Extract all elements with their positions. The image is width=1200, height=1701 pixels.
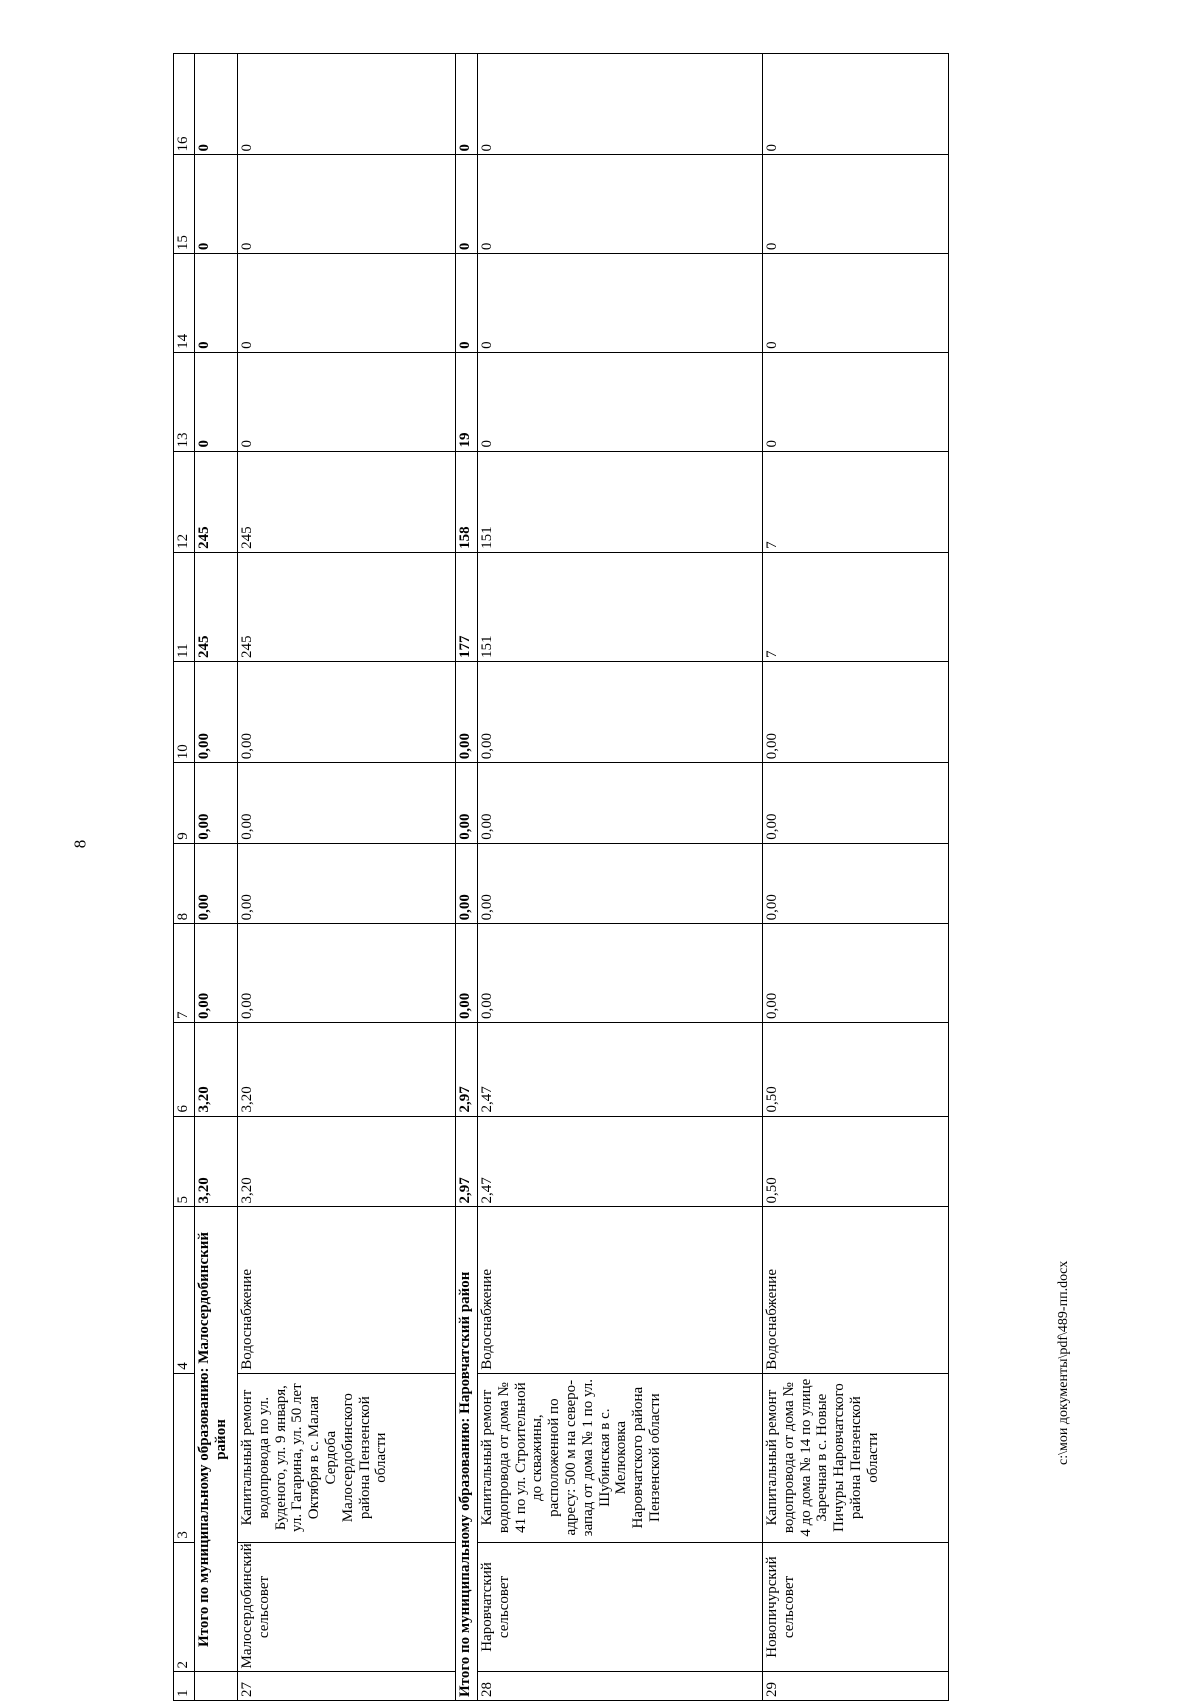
- rotated-table-container: [173, 53, 993, 1701]
- value-cell: 0: [456, 254, 478, 353]
- subtotal-label: Итого по муниципальному образованию: Наровчатский район: [456, 1207, 478, 1701]
- header-cell: 2: [174, 1542, 195, 1672]
- footer-file-path: c:\мои документы\pdf\489-пп.docx: [1056, 1260, 1071, 1465]
- value-cell: 0: [478, 155, 763, 254]
- header-row: [174, 54, 195, 1701]
- value-cell: 7: [763, 451, 949, 552]
- work-description-cell: Капитальный ремонт водопровода от дома № 4 до дома № 14 по улице Заречная в с. Новые Пичуры Наровчатского района Пензенской области: [763, 1373, 949, 1542]
- value-cell: 0: [478, 352, 763, 451]
- subtotal-label: Итого по муниципальному образованию: Малосердобинский район: [195, 1207, 238, 1672]
- value-cell: 3,20: [195, 1023, 238, 1117]
- value-cell: 0,00: [456, 924, 478, 1023]
- value-cell: 0,00: [456, 661, 478, 762]
- value-cell: 0,00: [195, 843, 238, 924]
- value-cell: 0: [238, 352, 456, 451]
- value-cell: 177: [456, 552, 478, 661]
- value-cell: 245: [195, 451, 238, 552]
- value-cell: 0,00: [195, 661, 238, 762]
- council-cell: Наровчатский сельсовет: [478, 1542, 763, 1672]
- type-cell: Водоснабжение: [238, 1207, 456, 1373]
- value-cell: 3,20: [238, 1116, 456, 1207]
- table-row: [238, 54, 456, 1701]
- value-cell: 0: [238, 155, 456, 254]
- value-cell: 245: [195, 552, 238, 661]
- value-cell: 7: [763, 552, 949, 661]
- type-cell: Водоснабжение: [478, 1207, 763, 1373]
- council-cell: Новопичурский сельсовет: [763, 1542, 949, 1672]
- value-cell: 151: [478, 552, 763, 661]
- header-cell: 1: [174, 1672, 195, 1701]
- header-cell: 11: [174, 552, 195, 661]
- value-cell: 0,00: [238, 924, 456, 1023]
- value-cell: 0,00: [238, 763, 456, 844]
- subtotal-row-narovchatsky: [456, 54, 478, 1701]
- value-cell: 151: [478, 451, 763, 552]
- value-cell: 0: [238, 254, 456, 353]
- value-cell: 0,00: [763, 661, 949, 762]
- header-cell: 13: [174, 352, 195, 451]
- header-cell: 5: [174, 1116, 195, 1207]
- work-description-cell: Капитальный ремонт водопровода от дома № 41 по ул. Строительной до скважины, расположенной по адресу: 500 м на северо-запад от дома № 1 по ул. Шубинская в с. Мелюковка Наровчатского района Пензенской области: [478, 1373, 763, 1542]
- value-cell: 0,00: [478, 843, 763, 924]
- value-cell: 0: [478, 54, 763, 155]
- value-cell: 0: [763, 155, 949, 254]
- value-cell: 0: [456, 54, 478, 155]
- value-cell: 2,97: [456, 1116, 478, 1207]
- value-cell: 0: [478, 254, 763, 353]
- value-cell: 158: [456, 451, 478, 552]
- value-cell: 0,00: [195, 924, 238, 1023]
- value-cell: 245: [238, 552, 456, 661]
- header-cell: 12: [174, 451, 195, 552]
- type-cell: Водоснабжение: [763, 1207, 949, 1373]
- value-cell: 0,00: [195, 763, 238, 844]
- page-number: 8: [70, 839, 90, 849]
- value-cell: 0,00: [238, 661, 456, 762]
- value-cell: 0,00: [763, 924, 949, 1023]
- value-cell: 2,47: [478, 1023, 763, 1117]
- row-number: 28: [478, 1672, 763, 1701]
- value-cell: 2,47: [478, 1116, 763, 1207]
- header-cell: 3: [174, 1373, 195, 1542]
- header-cell: 4: [174, 1207, 195, 1373]
- value-cell: 2,97: [456, 1023, 478, 1117]
- value-cell: 0,50: [763, 1023, 949, 1117]
- value-cell: 3,20: [238, 1023, 456, 1117]
- row-number: 27: [238, 1672, 456, 1701]
- work-description-cell: Капитальный ремонт водопровода по ул. Буденого, ул. 9 января, ул. Гагарина, ул. 50 лет Октября в с. Малая Сердоба Малосердобинского района Пензенской области: [238, 1373, 456, 1542]
- header-cell: 7: [174, 924, 195, 1023]
- header-cell: 16: [174, 54, 195, 155]
- data-table: [173, 53, 949, 1701]
- value-cell: 0: [763, 352, 949, 451]
- value-cell: 0: [195, 352, 238, 451]
- value-cell: 0: [763, 54, 949, 155]
- value-cell: 0,50: [763, 1116, 949, 1207]
- value-cell: 0,00: [456, 763, 478, 844]
- value-cell: 3,20: [195, 1116, 238, 1207]
- value-cell: 0: [763, 254, 949, 353]
- value-cell: 0,00: [478, 924, 763, 1023]
- header-cell: 6: [174, 1023, 195, 1117]
- value-cell: 0,00: [763, 763, 949, 844]
- header-cell: 14: [174, 254, 195, 353]
- council-cell: Малосердобинский сельсовет: [238, 1542, 456, 1672]
- value-cell: 0,00: [478, 763, 763, 844]
- value-cell: 0: [195, 155, 238, 254]
- empty-cell: [195, 1672, 238, 1701]
- value-cell: 19: [456, 352, 478, 451]
- header-cell: 15: [174, 155, 195, 254]
- row-number: 29: [763, 1672, 949, 1701]
- value-cell: 0,00: [478, 661, 763, 762]
- header-cell: 8: [174, 843, 195, 924]
- table-row: [763, 54, 949, 1701]
- value-cell: 0: [195, 254, 238, 353]
- value-cell: 0: [195, 54, 238, 155]
- value-cell: 245: [238, 451, 456, 552]
- header-cell: 9: [174, 763, 195, 844]
- value-cell: 0: [456, 155, 478, 254]
- subtotal-row-malosedobinsky: [195, 54, 238, 1701]
- value-cell: 0: [238, 54, 456, 155]
- value-cell: 0,00: [456, 843, 478, 924]
- value-cell: 0,00: [238, 843, 456, 924]
- header-cell: 10: [174, 661, 195, 762]
- table-row: [478, 54, 763, 1701]
- value-cell: 0,00: [763, 843, 949, 924]
